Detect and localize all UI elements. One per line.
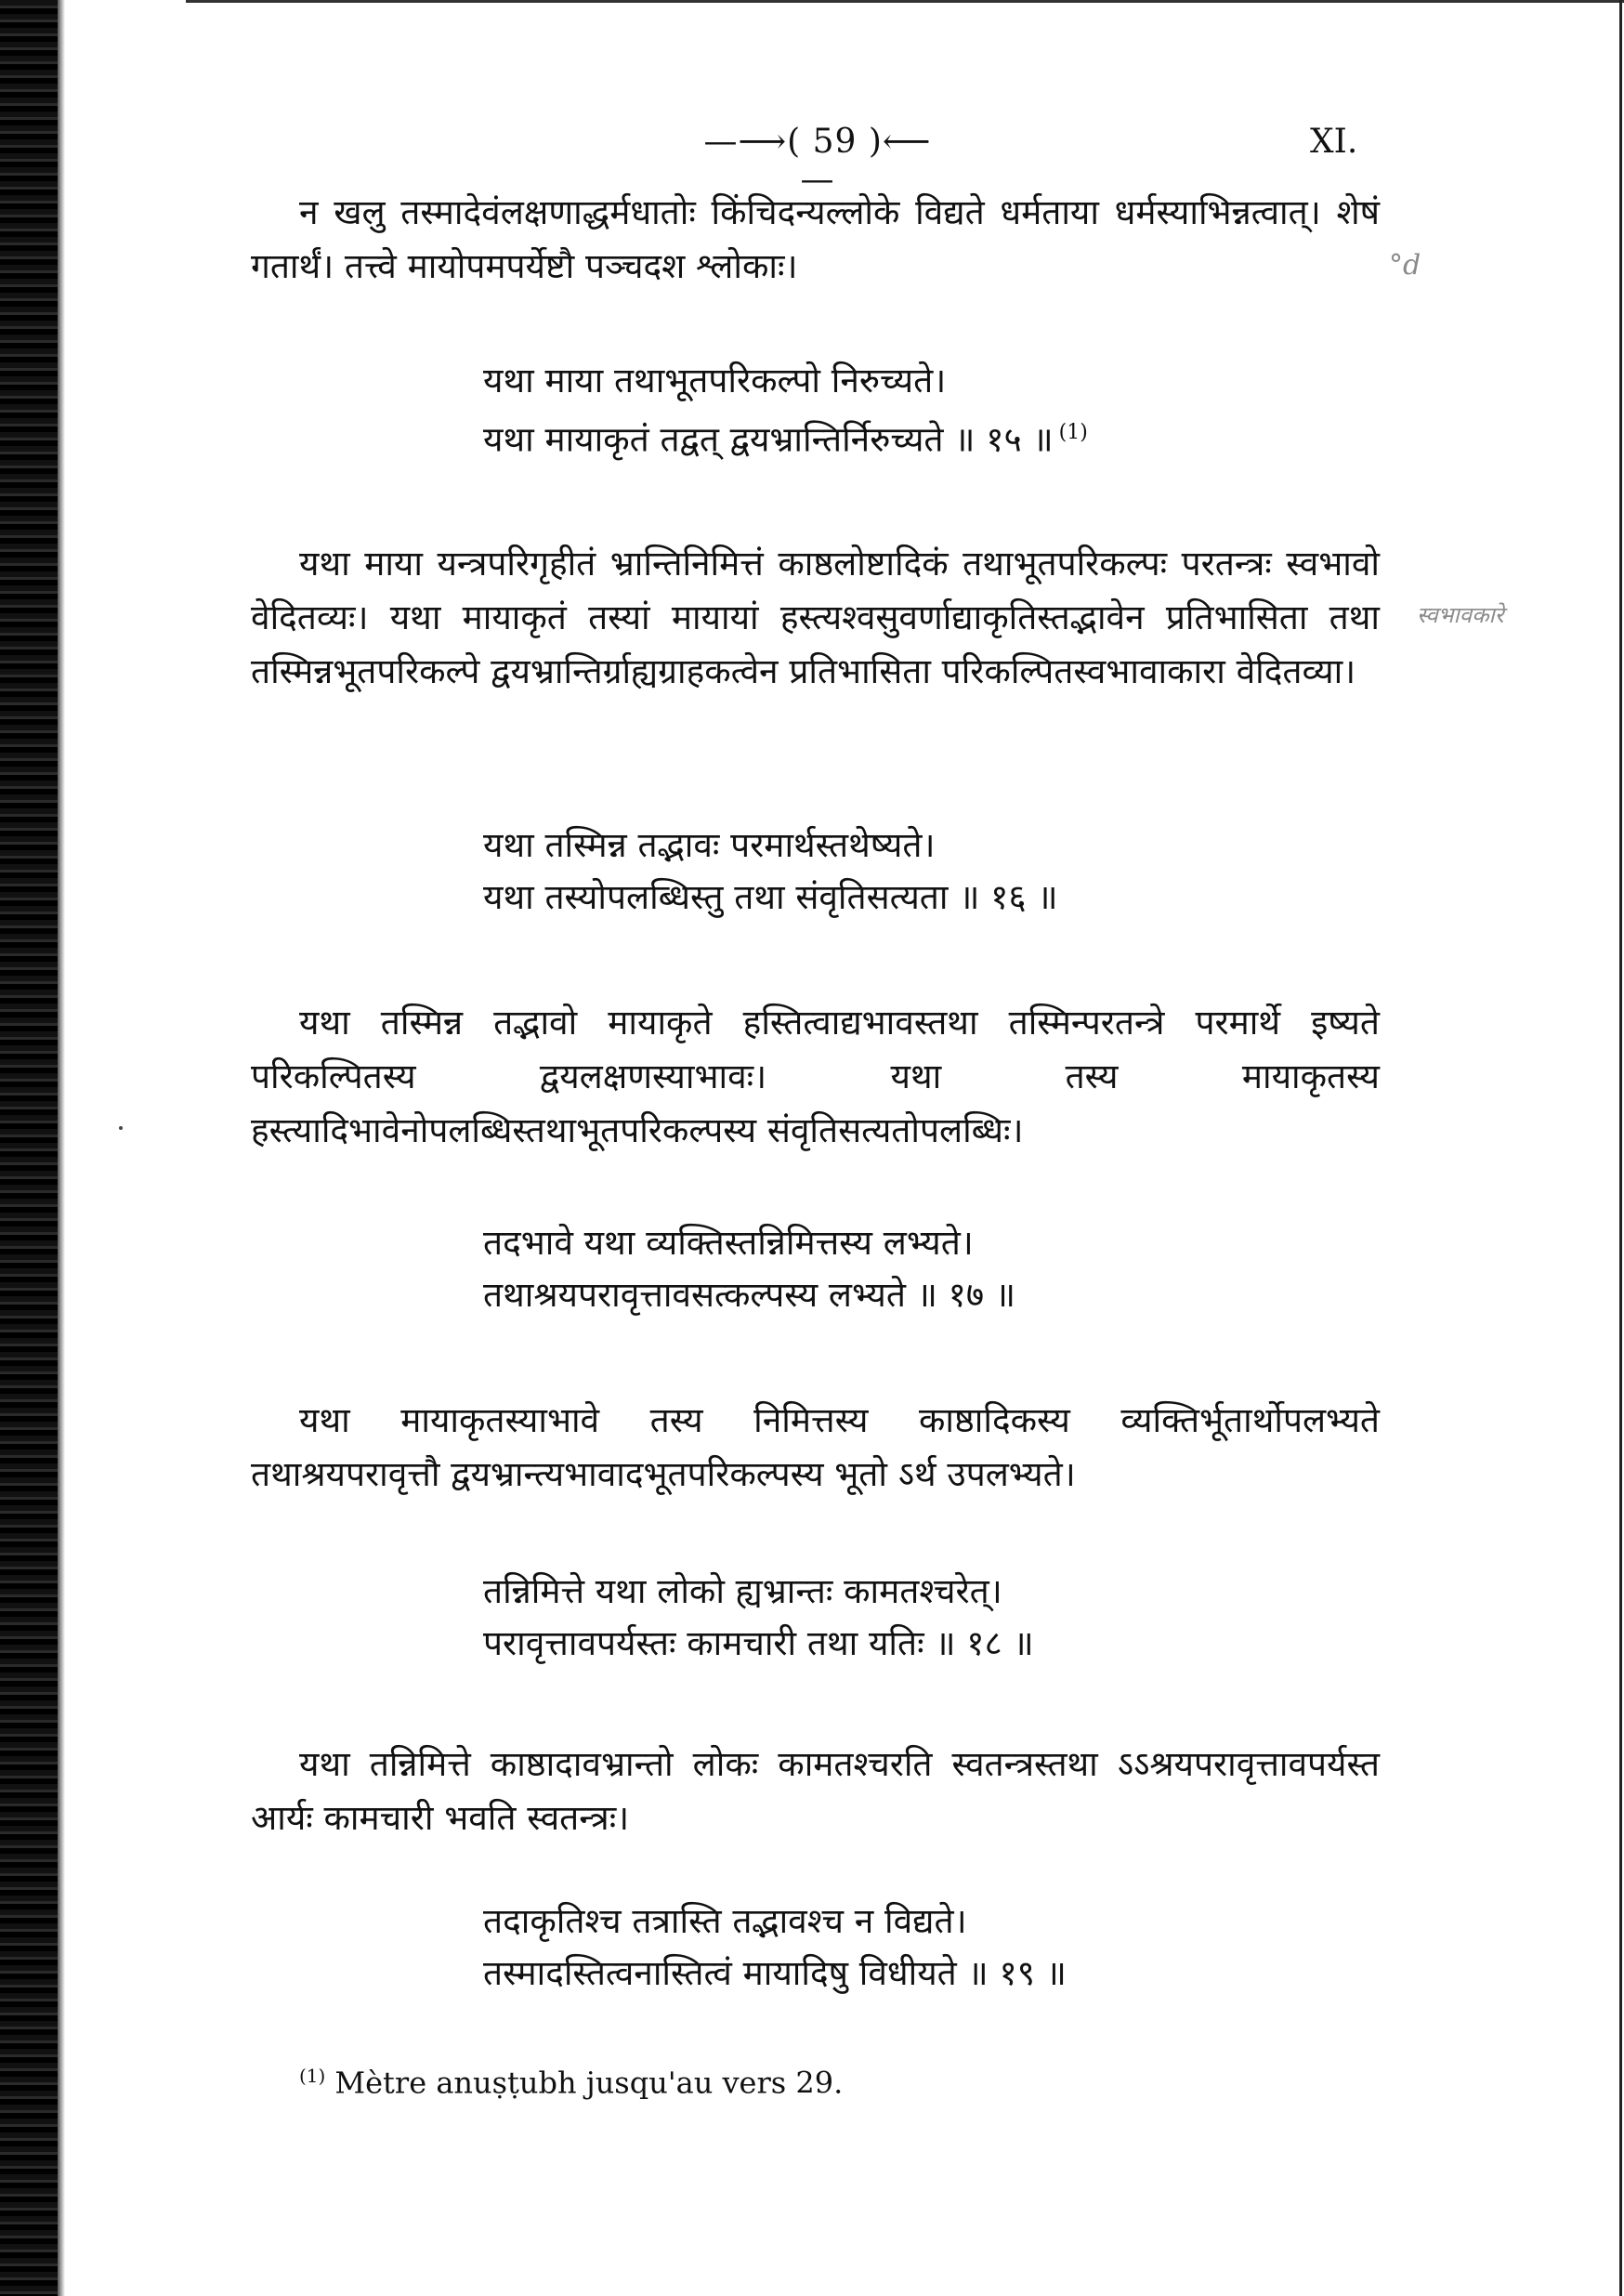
paragraph-commentary-18: यथा तन्निमित्ते काष्ठादावभ्रान्तो लोकः कामतश्चरति स्वतन्त्रस्तथा ऽऽश्रयपरावृत्तावपर्यस्त आर्यः कामचारी भवति स्वतन्त्रः। [251, 1744, 1380, 1838]
verse-line-text: यथा मायाकृतं तद्वत् द्वयभ्रान्तिर्निरुच्यते ॥ १५ ॥ [483, 419, 1054, 460]
page-right-edge [1619, 0, 1622, 2296]
verse-16 [483, 820, 1319, 924]
footnote-text: Mètre anuṣṭubh jusqu'au vers 29. [334, 2065, 844, 2101]
verse-line: परावृत्तावपर्यस्तः कामचारी तथा यतिः ॥ १८ ॥ [483, 1623, 1034, 1663]
page-top-edge [186, 0, 1624, 3]
footnote [299, 2065, 843, 2101]
binding-shadow [58, 0, 65, 2296]
verse-15 [483, 355, 1319, 466]
verse-line: तन्निमित्ते यथा लोको ह्यभ्रान्तः कामतश्चरेत्। [483, 1571, 1002, 1611]
verse-line: यथा तस्मिन्न तद्भावः परमार्थस्तथेष्यते। [483, 825, 936, 865]
verse-line: तस्मादस्तित्वनास्तित्वं मायादिषु विधीयते ॥ १९ ॥ [483, 1953, 1067, 1993]
verse-line: तदभावे यथा व्यक्तिस्तन्निमित्तस्य लभ्यते। [483, 1223, 974, 1263]
paragraph-intro: न खलु तस्मादेवंलक्षणाद्धर्मधातोः किंचिदन्यल्लोके विद्यते धर्मताया धर्मस्याभिन्नत्वात्। शेषं गतार्थं। तत्त्वे मायोपमपर्येष्टौ पञ्चदश श्लोकाः। [251, 192, 1380, 286]
footnote-reference: (1) [1058, 421, 1088, 444]
section-mark: XI. [1310, 123, 1358, 161]
page-number: —⟶( 59 )⟵— [703, 123, 932, 199]
page-header [0, 123, 1624, 199]
verse-19 [483, 1896, 1319, 2000]
margin-annotation-side: स्वभावकारे [1417, 602, 1504, 628]
verse-line: यथा माया तथाभूतपरिकल्पो निरुच्यते। [483, 361, 947, 400]
verse-18 [483, 1566, 1319, 1670]
paragraph-commentary-16: यथा तस्मिन्न तद्भावो मायाकृते हस्तित्वाद्यभावस्तथा तस्मिन्परतन्त्रे परमार्थे इष्यते परिकल्पितस्य द्वयलक्षणस्याभावः। यथा तस्य मायाकृतस्य हस्त्यादिभावेनोपलब्धिस्तथाभूतपरिकल्पस्य संवृतिसत्यतोपलब्धिः। [251, 1003, 1380, 1150]
book-binding-edge [0, 0, 58, 2296]
footnote-mark: (1) [299, 2065, 326, 2087]
verse-17 [483, 1217, 1319, 1321]
verse-line [483, 407, 1319, 466]
ink-speck [119, 1126, 123, 1130]
verse-line: तदाकृतिश्च तत्रास्ति तद्भावश्च न विद्यते। [483, 1901, 967, 1941]
verse-line: यथा तस्योपलब्धिस्तु तथा संवृतिसत्यता ॥ १६ ॥ [483, 877, 1058, 917]
paragraph-commentary-15: यथा माया यन्त्रपरिगृहीतं भ्रान्तिनिमित्तं काष्ठलोष्टादिकं तथाभूतपरिकल्पः परतन्त्रः स्वभावो वेदितव्यः। यथा मायाकृतं तस्यां मायायां हस्त्यश्वसुवर्णाद्याकृतिस्तद्भावेन प्रतिभासिता तथा तस्मिन्नभूतपरिकल्पे द्वयभ्रान्तिर्ग्राह्यग्राहकत्वेन प्रतिभासिता परिकल्पितस्वभावाकारा वेदितव्या। [251, 544, 1380, 691]
verse-line: तथाश्रयपरावृत्तावसत्कल्पस्य लभ्यते ॥ १७ ॥ [483, 1275, 1016, 1315]
paragraph-commentary-17: यथा मायाकृतस्याभावे तस्य निमित्तस्य काष्ठादिकस्य व्यक्तिर्भूतार्थोपलभ्यते तथाश्रयपरावृत्तौ द्वयभ्रान्त्यभावादभूतपरिकल्पस्य भूतो ऽर्थ उपलभ्यते। [251, 1400, 1380, 1494]
margin-annotation-top: °d [1389, 249, 1421, 282]
